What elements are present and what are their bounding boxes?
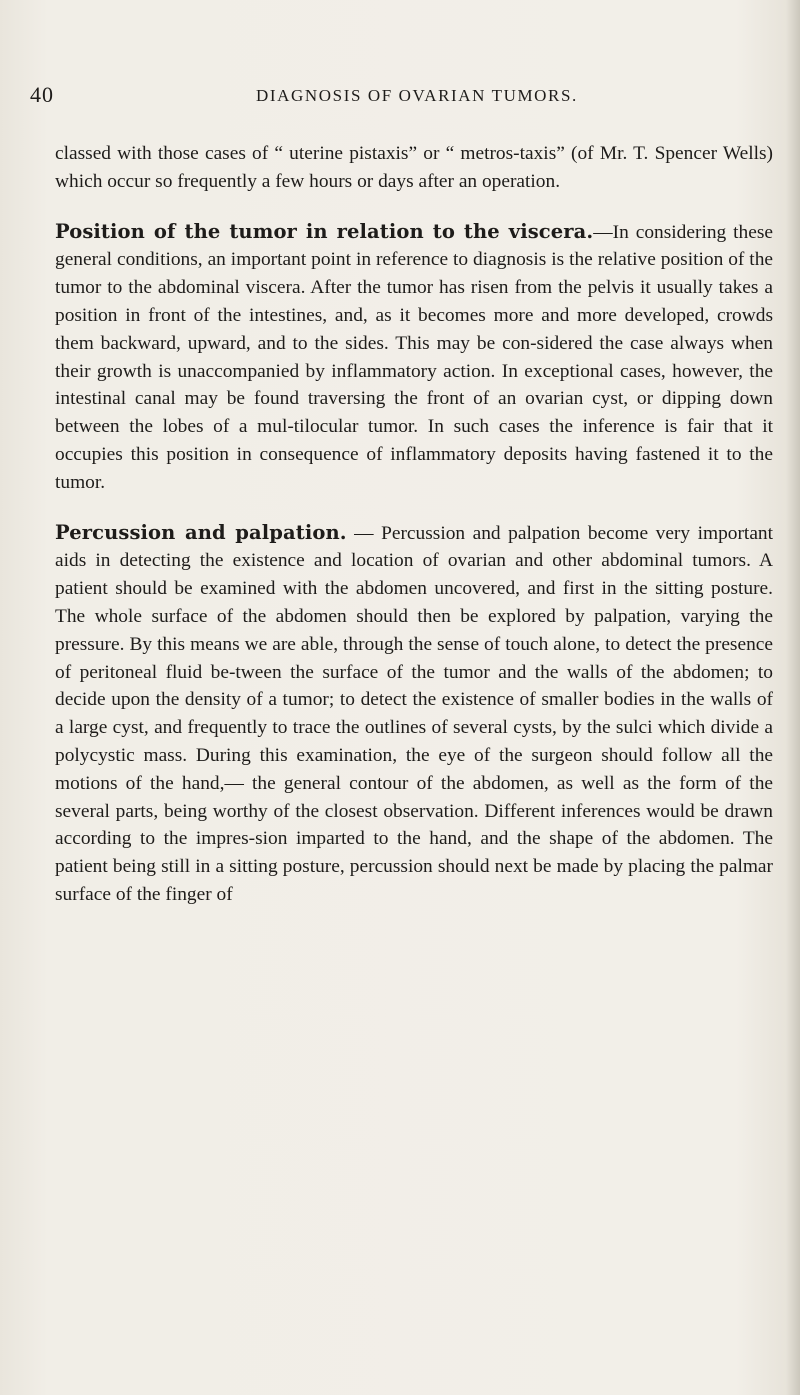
body-text bbox=[55, 140, 773, 909]
running-head: DIAGNOSIS OF OVARIAN TUMORS. bbox=[256, 86, 578, 105]
page-edge-shadow bbox=[786, 0, 800, 1395]
page-number: 40 bbox=[30, 82, 54, 107]
section-heading: Position of the tumor in relation to the viscera. bbox=[55, 219, 594, 243]
paragraph-text: classed with those cases of “ uterine pistaxis” or “ metros-taxis” (of Mr. T. Spencer Wells) which occur so frequently a few hours or days after an operation. bbox=[55, 143, 773, 192]
paragraph-text: — Percussion and palpation become very important aids in detecting the existence and location of ovarian and other abdominal tumors. A patient should be examined with the abdomen uncovered, and first in the sitting posture. The whole surface of the abdomen should then be explored by palpation, varying the pressure. By this means we are able, through the sense of touch alone, to detect the presence of peritoneal fluid be-tween the surface of the tumor and the walls of the abdomen; to decide upon the density of a tumor; to detect the existence of smaller bodies in the walls of a large cyst, and frequently to trace the outlines of several cysts, by the sulci which divide a polycystic mass. During this examination, the eye of the surgeon should follow all the motions of the hand,— the general contour of the abdomen, as well as the form of the several parts, being worthy of the closest observation. Different inferences would be drawn according to the impres-sion imparted to the hand, and the shape of the abdomen. The patient being still in a sitting posture, percussion should next be made by placing the palmar surface of the finger of bbox=[55, 522, 774, 905]
paragraph-percussion-palpation bbox=[55, 519, 773, 909]
paragraph-text: —In considering these general conditions, an important point in reference to diagnosis is the relative position of the tumor to the abdominal viscera. After the tumor has risen from the pelvis it usually takes a position in front of the intestines, and, as it becomes more and more developed, crowds them backward, upward, and to the sides. This may be con-sidered the case always when their growth is unaccompanied by inflammatory action. In exceptional cases, however, the intestinal canal may be found traversing the front of an ovarian cyst, or dipping down between the lobes of a mul-tilocular tumor. In such cases the inference is fair that it occupies this position in consequence of inflammatory deposits having fastened it to the tumor. bbox=[55, 221, 773, 493]
paragraph-tumor-position bbox=[55, 218, 773, 497]
page-header bbox=[30, 82, 770, 106]
section-heading: Percussion and palpation. bbox=[55, 520, 347, 544]
paragraph-continuation bbox=[55, 140, 773, 196]
